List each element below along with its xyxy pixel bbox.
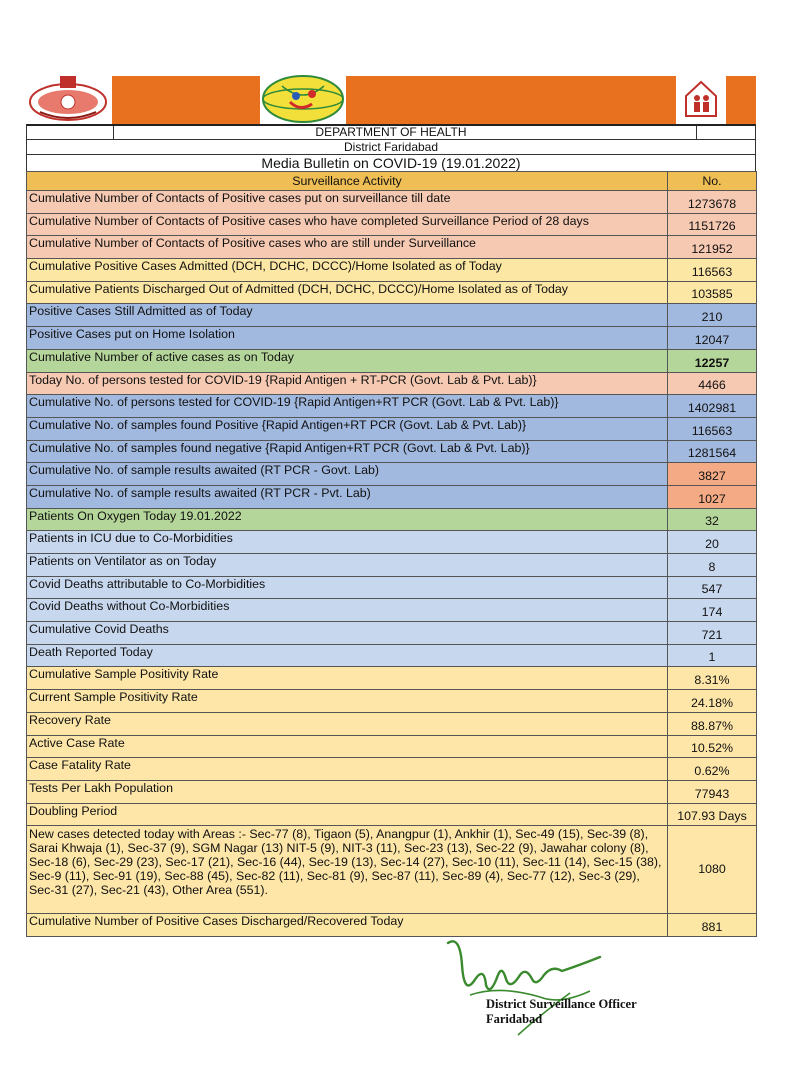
areas-value: 1080 [668,826,757,914]
new-cases-areas-row [27,826,757,914]
banner-orange-middle [346,76,676,124]
table-row [27,236,757,259]
row-label: Today No. of persons tested for COVID-19 {Rapid Antigen + RT-PCR (Govt. Lab & Pvt. Lab)} [27,372,668,395]
row-value: 20 [668,531,757,554]
table-row [27,599,757,622]
row-label: Active Case Rate [27,735,668,758]
table-row [27,417,757,440]
banner [26,76,756,124]
row-label: Cumulative Covid Deaths [27,622,668,645]
row-label: Cumulative No. of samples found Positive {Rapid Antigen+RT PCR (Govt. Lab & Pvt. Lab)} [27,417,668,440]
row-label: Cumulative Sample Positivity Rate [27,667,668,690]
banner-orange-right [726,76,756,124]
row-value: 210 [668,304,757,327]
row-value: 103585 [668,281,757,304]
table-row [27,803,757,826]
district-name: District Faridabad [26,139,756,154]
row-value: 12257 [668,349,757,372]
row-label: Positive Cases put on Home Isolation [27,327,668,350]
row-value: 12047 [668,327,757,350]
bulletin-title: Media Bulletin on COVID-19 (19.01.2022) [26,154,756,171]
row-value: 1027 [668,485,757,508]
row-label: Doubling Period [27,803,668,826]
areas-label: New cases detected today with Areas :- Sec-77 (8), Tigaon (5), Anangpur (1), Ankhir (1), Sec-49 (15), Sec-39 (8), Sarai Khwaja (1), Sec-37 (9), SGM Nagar (13) NIT-5 (9), NIT-3 (11), Sec-23 (13), Sec-22 (9), Jawahar colony (8), Sec-18 (6), Sec-29 (23), Sec-17 (21), Sec-16 (44), Sec-19 (13), Sec-14 (27), Sec-10 (11), Sec-11 (14), Sec-15 (38), Sec-9 (11), Sec-91 (19), Sec-88 (45), Sec-82 (11), Sec-81 (9), Sec-87 (11), Sec-89 (4), Sec-77 (12), Sec-3 (29), Sec-31 (27), Sec-21 (43), Other Area (551). [27,826,668,914]
row-value: 1273678 [668,191,757,214]
discharged-value: 881 [668,914,757,937]
row-value: 174 [668,599,757,622]
row-label: Patients on Ventilator as on Today [27,554,668,577]
row-label: Current Sample Positivity Rate [27,690,668,713]
row-label: Cumulative No. of sample results awaited (RT PCR - Pvt. Lab) [27,485,668,508]
table-row [27,281,757,304]
table-row [27,667,757,690]
table-row [27,304,757,327]
table-row [27,259,757,282]
row-value: 0.62% [668,758,757,781]
row-value: 121952 [668,236,757,259]
table-row [27,735,757,758]
row-label: Positive Cases Still Admitted as of Today [27,304,668,327]
row-value: 88.87% [668,712,757,735]
table-row [27,531,757,554]
row-label: Covid Deaths attributable to Co-Morbidities [27,576,668,599]
row-label: Cumulative Positive Cases Admitted (DCH, DCHC, DCCC)/Home Isolated as of Today [27,259,668,282]
row-label: Recovery Rate [27,712,668,735]
discharged-today-row [27,914,757,937]
table-row [27,508,757,531]
row-value: 116563 [668,417,757,440]
row-label: Tests Per Lakh Population [27,780,668,803]
table-row [27,213,757,236]
banner-orange-left [112,76,260,124]
row-value: 32 [668,508,757,531]
bulletin-table [26,124,756,937]
table-row [27,780,757,803]
row-label: Cumulative No. of sample results awaited (RT PCR - Govt. Lab) [27,463,668,486]
row-label: Cumulative Patients Discharged Out of Admitted (DCH, DCHC, DCCC)/Home Isolated as of Today [27,281,668,304]
row-value: 24.18% [668,690,757,713]
department-title: DEPARTMENT OF HEALTH [315,125,467,139]
health-department-globe-icon [260,74,346,124]
row-value: 1 [668,644,757,667]
table-row [27,463,757,486]
row-value: 107.93 Days [668,803,757,826]
table-row [27,644,757,667]
column-header-number: No. [668,172,757,191]
table-row [27,485,757,508]
row-value: 1151726 [668,213,757,236]
table-row [27,554,757,577]
department-header [26,124,756,139]
table-row [27,712,757,735]
table-row [27,349,757,372]
haryana-emblem-icon [26,72,110,124]
row-value: 547 [668,576,757,599]
row-label: Cumulative Number of Contacts of Positive cases put on surveillance till date [27,191,668,214]
row-value: 10.52% [668,735,757,758]
table-row [27,576,757,599]
row-value: 8.31% [668,667,757,690]
row-value: 3827 [668,463,757,486]
table-header-row [27,172,757,191]
signature-icon [440,935,610,1045]
family-welfare-icon [676,76,726,124]
table-row [27,440,757,463]
row-label: Cumulative Number of Contacts of Positive cases who are still under Surveillance [27,236,668,259]
table-row [27,327,757,350]
row-label: Patients in ICU due to Co-Morbidities [27,531,668,554]
surveillance-table [26,171,757,937]
row-label: Patients On Oxygen Today 19.01.2022 [27,508,668,531]
signature-title: District Surveillance Officer [486,997,637,1011]
table-row [27,622,757,645]
row-value: 1281564 [668,440,757,463]
table-row [27,191,757,214]
row-value: 77943 [668,780,757,803]
table-row [27,372,757,395]
row-label: Covid Deaths without Co-Morbidities [27,599,668,622]
discharged-label: Cumulative Number of Positive Cases Discharged/Recovered Today [27,914,668,937]
row-value: 116563 [668,259,757,282]
row-label: Cumulative No. of persons tested for COVID-19 {Rapid Antigen+RT PCR (Govt. Lab & Pvt. Lab)} [27,395,668,418]
table-row [27,395,757,418]
signature-place: Faridabad [486,1012,543,1026]
table-row [27,690,757,713]
row-value: 721 [668,622,757,645]
row-label: Death Reported Today [27,644,668,667]
row-label: Cumulative Number of Contacts of Positive cases who have completed Surveillance Period of 28 days [27,213,668,236]
row-value: 4466 [668,372,757,395]
row-value: 1402981 [668,395,757,418]
row-value: 8 [668,554,757,577]
table-row [27,758,757,781]
row-label: Cumulative No. of samples found negative {Rapid Antigen+RT PCR (Govt. Lab & Pvt. Lab)} [27,440,668,463]
column-header-activity: Surveillance Activity [27,172,668,191]
signature-block [486,997,637,1027]
row-label: Cumulative Number of active cases as on Today [27,349,668,372]
row-label: Case Fatality Rate [27,758,668,781]
